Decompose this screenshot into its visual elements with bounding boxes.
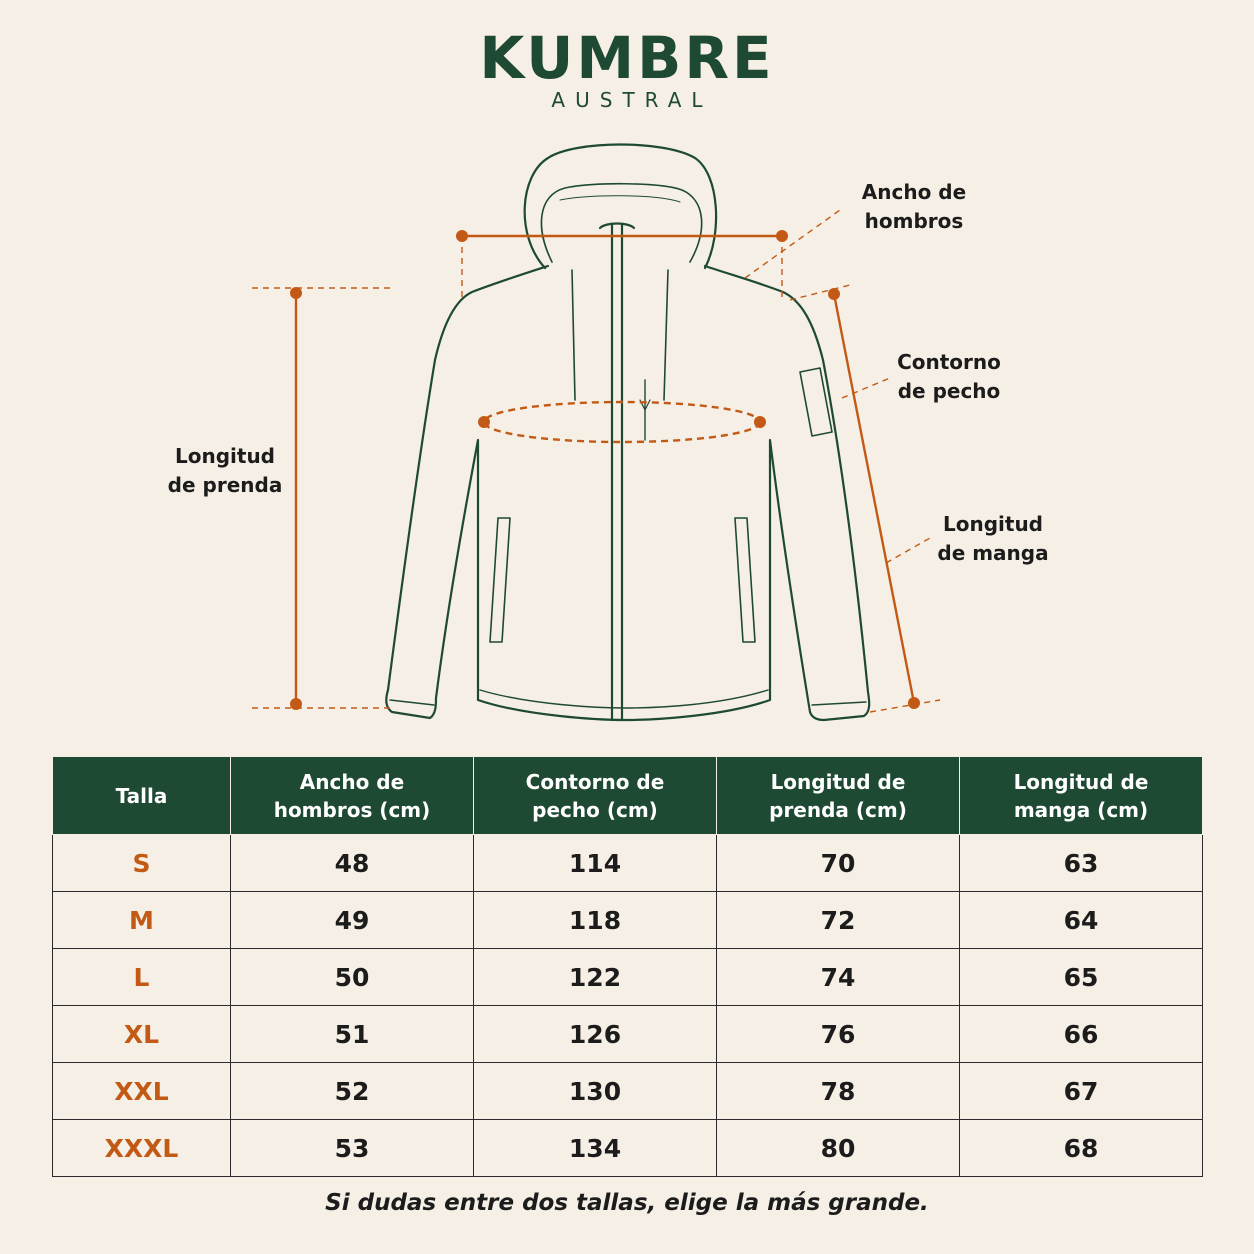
length-cell: 80 <box>717 1120 960 1177</box>
sleeve-length-label-text: Longitud de manga <box>937 512 1049 565</box>
header-length: Longitud de prenda (cm) <box>717 757 960 835</box>
garment-length-label-text: Longitud de prenda <box>167 444 283 497</box>
shoulder-cell: 50 <box>231 949 474 1006</box>
sleeve-cell: 66 <box>960 1006 1203 1063</box>
table-row <box>53 835 1203 892</box>
size-cell: S <box>53 835 231 892</box>
sleeve-cell: 65 <box>960 949 1203 1006</box>
brand-tagline: AUSTRAL <box>551 88 713 112</box>
table-row <box>53 1063 1203 1120</box>
shoulder-cell: 51 <box>231 1006 474 1063</box>
measurement-dots <box>290 230 920 710</box>
size-cell: M <box>53 892 231 949</box>
sleeve-cell: 67 <box>960 1063 1203 1120</box>
shoulder-cell: 53 <box>231 1120 474 1177</box>
size-cell: XL <box>53 1006 231 1063</box>
table-row <box>53 949 1203 1006</box>
table-header-row <box>53 757 1203 835</box>
shoulder-cell: 52 <box>231 1063 474 1120</box>
garment-length-label <box>160 442 290 500</box>
length-cell: 72 <box>717 892 960 949</box>
header-talla: Talla <box>53 757 231 835</box>
header-sleeve: Longitud de manga (cm) <box>960 757 1203 835</box>
jacket-outline <box>386 145 869 721</box>
size-table <box>52 756 1203 1177</box>
shoulder-width-label-text: Ancho de hombros <box>861 180 967 233</box>
measurement-lines <box>252 210 940 712</box>
header-chest: Contorno de pecho (cm) <box>474 757 717 835</box>
footnote: Si dudas entre dos tallas, elige la más grande. <box>325 1190 929 1216</box>
sleeve-cell: 64 <box>960 892 1203 949</box>
shoulder-cell: 48 <box>231 835 474 892</box>
chest-cell: 130 <box>474 1063 717 1120</box>
sleeve-cell: 68 <box>960 1120 1203 1177</box>
chest-label <box>890 348 1008 406</box>
table-row <box>53 892 1203 949</box>
length-cell: 78 <box>717 1063 960 1120</box>
chest-cell: 122 <box>474 949 717 1006</box>
chest-cell: 134 <box>474 1120 717 1177</box>
header-shoulder: Ancho de hombros (cm) <box>231 757 474 835</box>
size-cell: L <box>53 949 231 1006</box>
table-row <box>53 1006 1203 1063</box>
shoulder-cell: 49 <box>231 892 474 949</box>
chest-cell: 118 <box>474 892 717 949</box>
length-cell: 76 <box>717 1006 960 1063</box>
chest-cell: 126 <box>474 1006 717 1063</box>
chest-label-text: Contorno de pecho <box>897 350 1001 403</box>
brand-name: KUMBRE <box>479 24 775 92</box>
length-cell: 74 <box>717 949 960 1006</box>
length-cell: 70 <box>717 835 960 892</box>
shoulder-width-label <box>852 178 976 236</box>
table-row <box>53 1120 1203 1177</box>
sleeve-length-label <box>930 510 1056 568</box>
sleeve-cell: 63 <box>960 835 1203 892</box>
size-cell: XXXL <box>53 1120 231 1177</box>
size-cell: XXL <box>53 1063 231 1120</box>
chest-cell: 114 <box>474 835 717 892</box>
